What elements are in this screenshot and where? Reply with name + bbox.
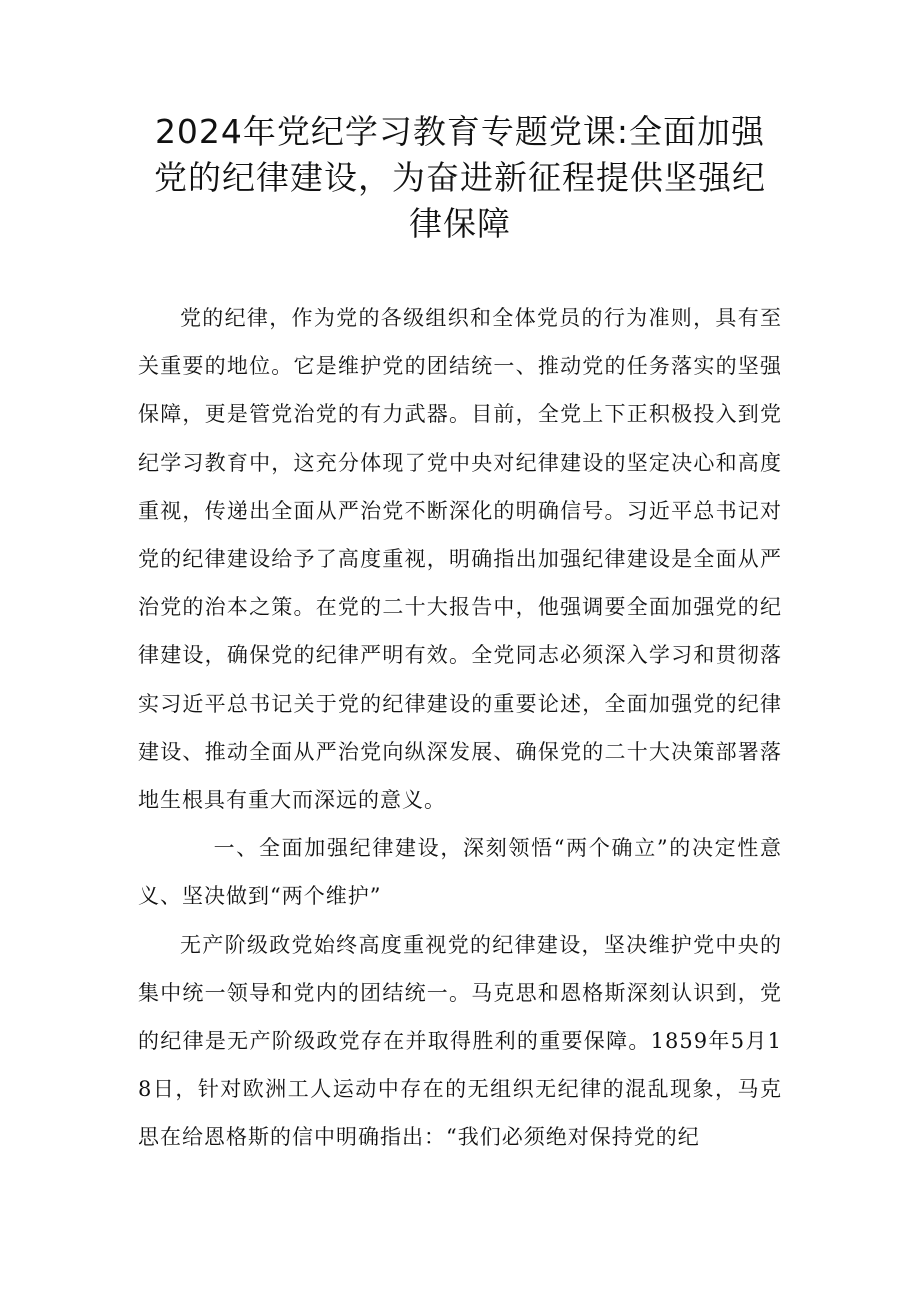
intro-paragraph: 党的纪律，作为党的各级组织和全体党员的行为准则，具有至关重要的地位。它是维护党的团结统一、推动党的任务落实的坚强保障，更是管党治党的有力武器。目前，全党上下正积极投入到党纪学习教育中，这充分体现了党中央对纪律建设的坚定决心和高度重视，传递出全面从严治党不断深化的明确信号。习近平总书记对党的纪律建设给予了高度重视，明确指出加强纪律建设是全面从严治党的治本之策。在党的二十大报告中，他强调要全面加强党的纪律建设，确保党的纪律严明有效。全党同志必须深入学习和贯彻落实习近平总书记关于党的纪律建设的重要论述，全面加强党的纪律建设、推动全面从严治党向纵深发展、确保党的二十大决策部署落地生根具有重大而深远的意义。 xyxy=(138,306,782,813)
document-body xyxy=(138,294,782,1162)
section-heading-1: 一、全面加强纪律建设，深刻领悟“两个确立”的决定性意义、坚决做到“两个维护” xyxy=(138,836,782,909)
document-title: 2024年党纪学习教育专题党课:全面加强党的纪律建设，为奋进新征程提供坚强纪律保障 xyxy=(154,112,766,243)
section-1-paragraph: 无产阶级政党始终高度重视党的纪律建设，坚决维护党中央的集中统一领导和党内的团结统一。马克思和恩格斯深刻认识到，党的纪律是无产阶级政党存在并取得胜利的重要保障。1859年5月18日，针对欧洲工人运动中存在的无组织无纪律的混乱现象，马克思在给恩格斯的信中明确指出：“我们必须绝对保持党的纪 xyxy=(138,932,782,1150)
